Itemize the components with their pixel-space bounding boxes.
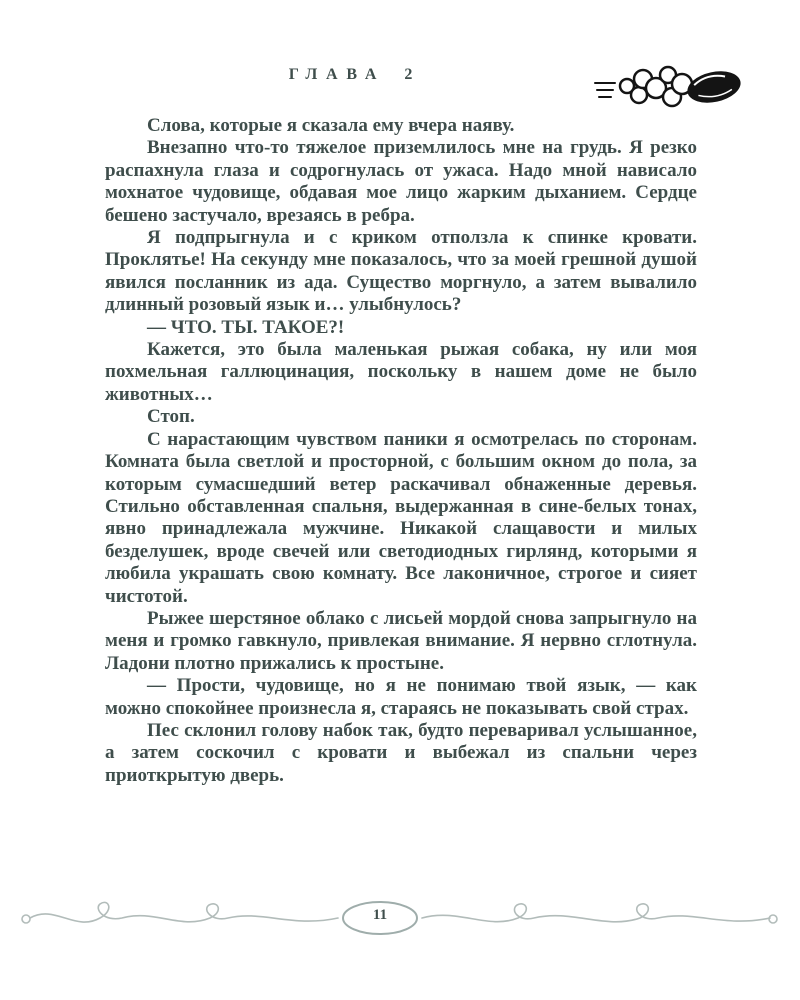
paragraph: Внезапно что-то тяжелое приземлилось мне на грудь. Я резко распахнула глаза и содрогнулась от ужаса. Надо мной нависало мохнатое чудовище, обдавая мое лицо жарким дыханием. Сердце бешено застучало, врезаясь в ребра. <box>105 137 697 226</box>
paragraph: Слова, которые я сказала ему вчера наяву. <box>147 115 515 136</box>
paragraph: Кажется, это была маленькая рыжая собака, ну или моя похмельная галлюцинация, поскольку в нашем доме не было животных… <box>105 339 697 405</box>
paragraph: Стоп. <box>147 406 195 428</box>
paragraph: Я подпрыгнула и с криком отползла к спинке кровати. Проклятье! На секунду мне показалось, что за моей грешной душой явился посланник из ада. Существо моргнуло, а затем вывалило длинный розовый язык и… улыбнулось? <box>105 227 697 316</box>
paragraph: Рыжее шерстяное облако с лисьей мордой снова запрыгнуло на меня и громко гавкнуло, привлекая внимание. Я нервно сглотнула. Ладони плотно прижались к простыне. <box>105 607 697 674</box>
body-text <box>105 115 697 787</box>
paragraph: Пес склонил голову набок так, будто переваривал услышанное, а затем соскочил с кровати и выбежал из спальни через приоткрытую дверь. <box>105 719 697 786</box>
paragraph: — Прости, чудовище, но я не понимаю твой язык, — как можно спокойнее произнесла я, стараясь не показывать свой страх. <box>105 675 697 719</box>
chapter-header: ГЛАВА 2 <box>288 66 422 83</box>
paragraph: С нарастающим чувством паники я осмотрелась по сторонам. Комната была светлой и просторной, с большим окном до пола, за которым сумасшедший ветер раскачивал обнаженные деревья. Стильно обставленная спальня, выдержанная в сине-белых тонах, явно принадлежала мужчине. Никакой слащавости и милых безделушек, вроде свечей или светодиодных гирлянд, которыми я любила украшать свою комнату. Все лаконичное, строгое и сияет чистотой. <box>105 428 697 607</box>
flying-object-smoke-icon <box>593 56 748 116</box>
paragraph: — ЧТО. ТЫ. ТАКОЕ?! <box>147 316 345 338</box>
page-number: 11 <box>372 907 388 923</box>
